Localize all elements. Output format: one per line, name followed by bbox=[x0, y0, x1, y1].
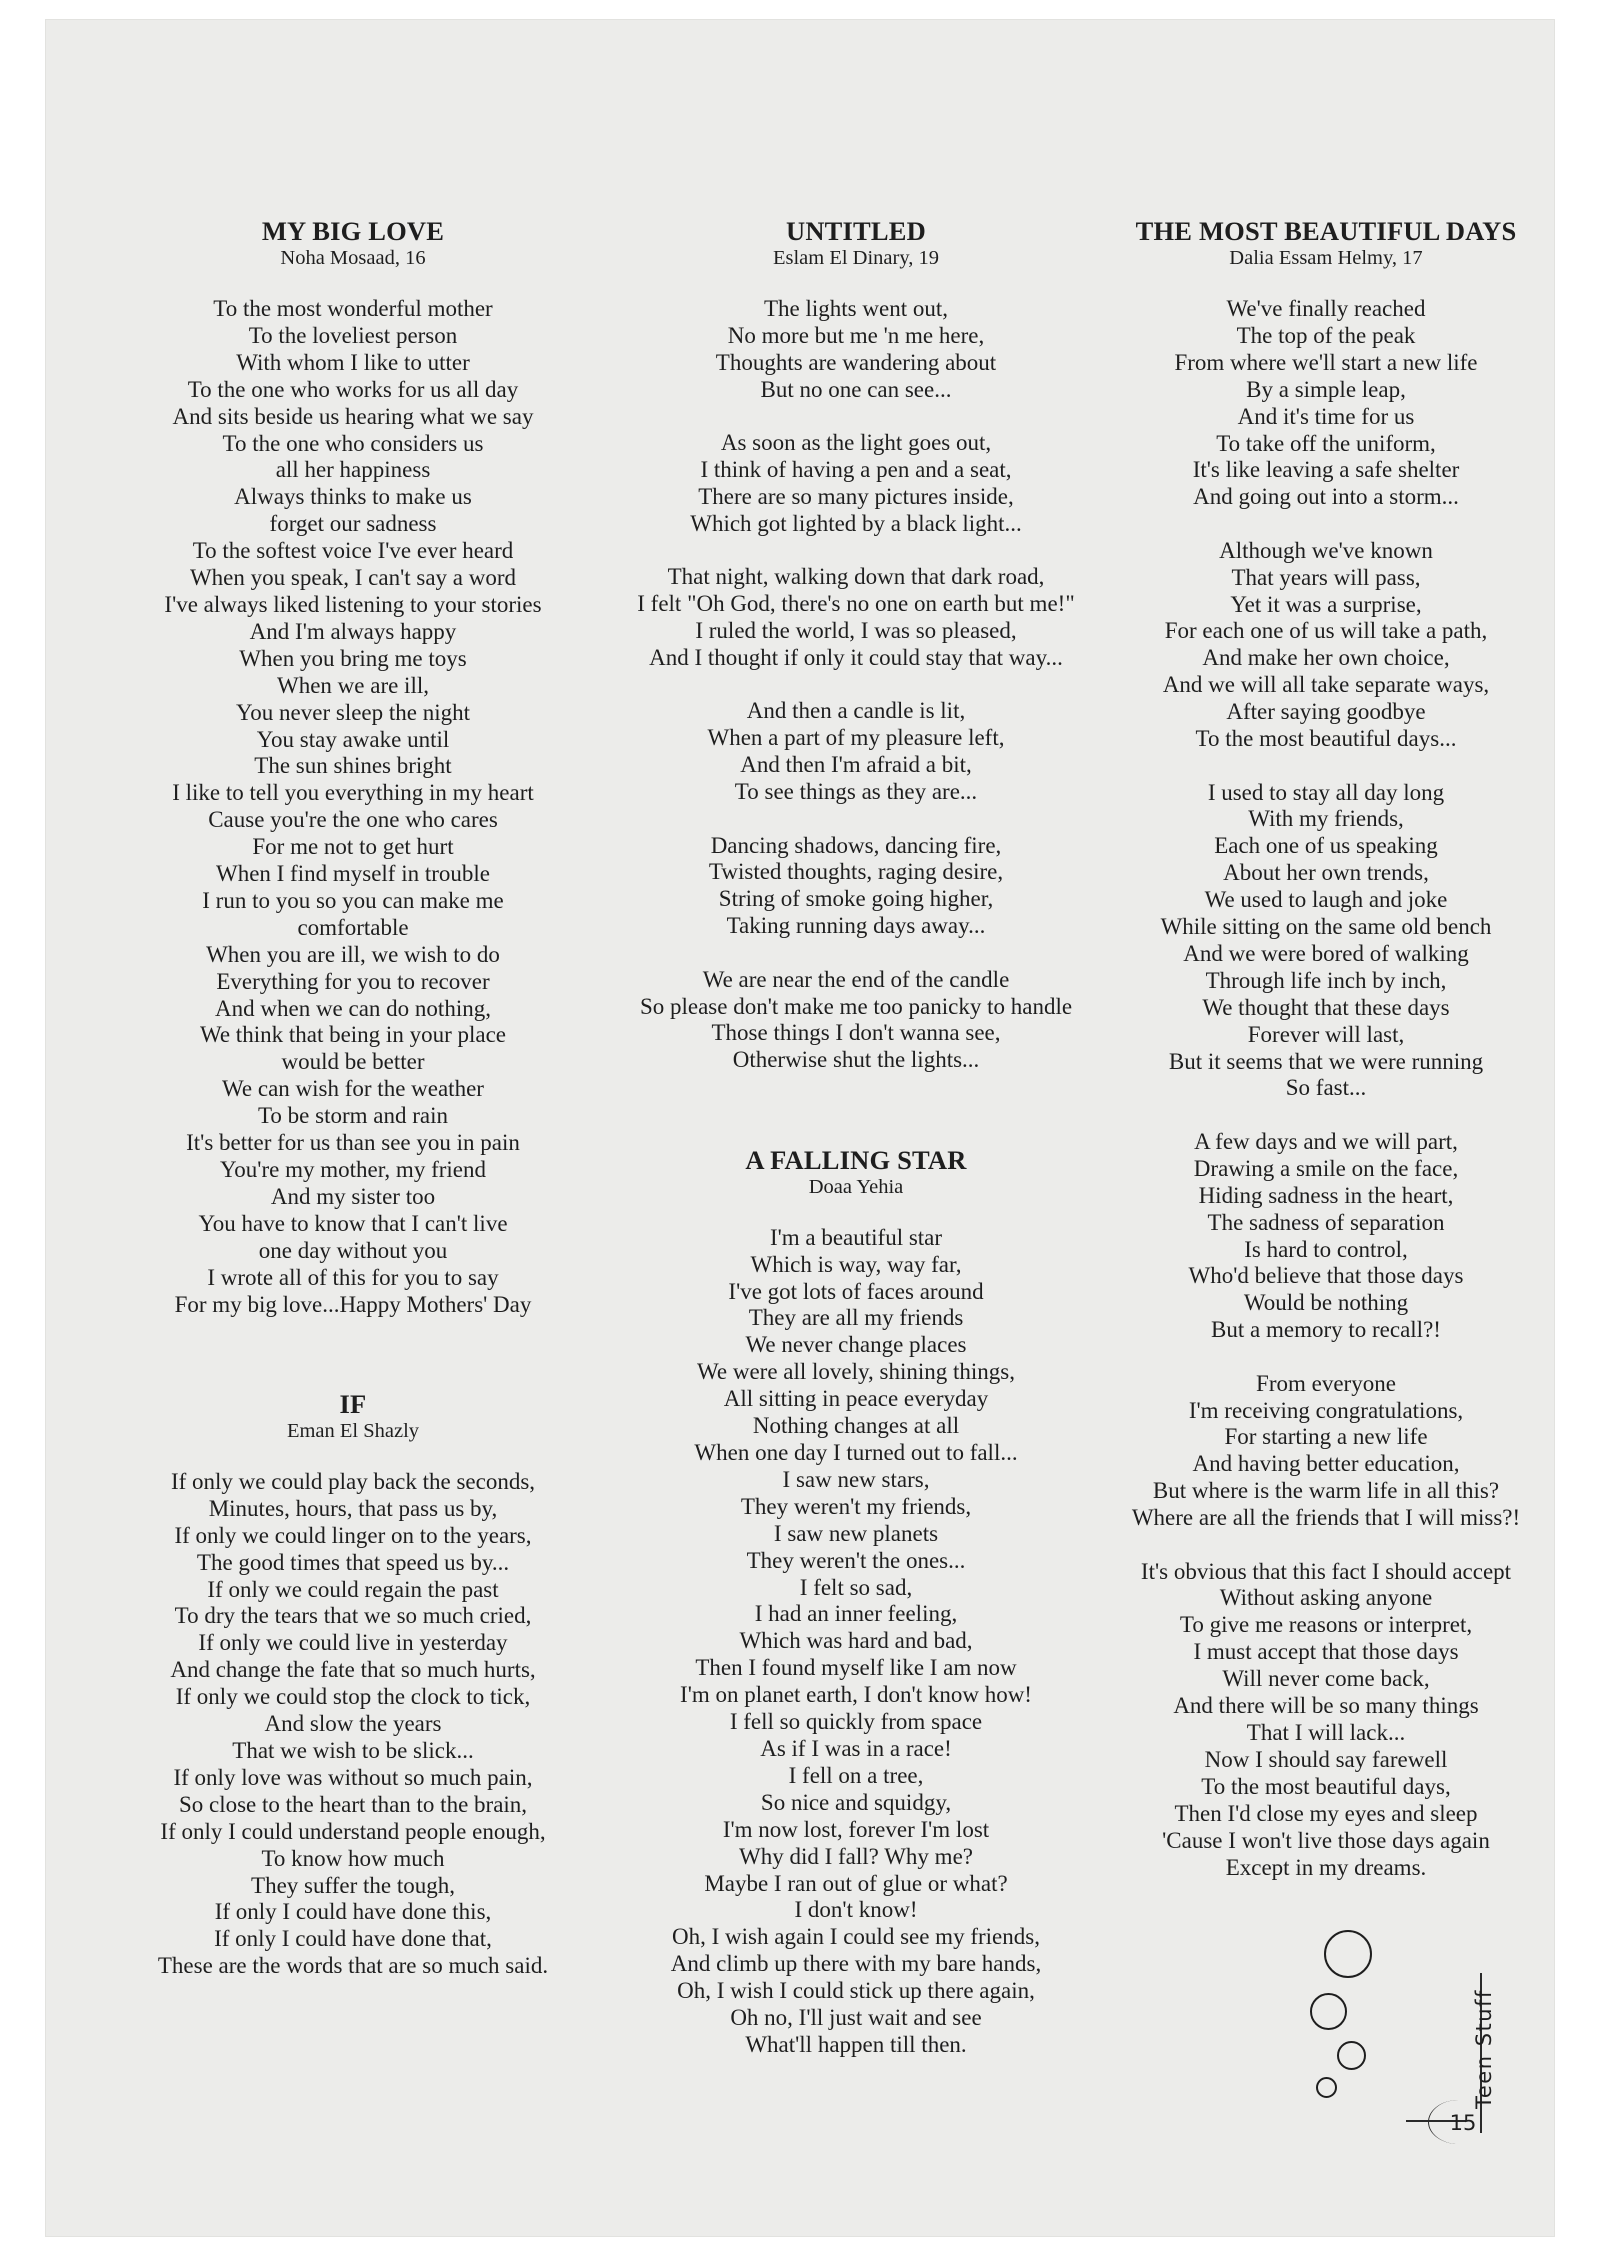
poem-line: I must accept that those days bbox=[1193, 1639, 1459, 1665]
poem-line: Cause you're the one who cares bbox=[208, 807, 498, 833]
poem-line: Which is way, way far, bbox=[750, 1251, 962, 1277]
poem-line: Oh, I wish I could stick up there again, bbox=[677, 1978, 1035, 2004]
poem-line: I saw new stars, bbox=[782, 1466, 930, 1492]
poem-line: String of smoke going higher, bbox=[718, 886, 994, 912]
poem-line: Always thinks to make us bbox=[234, 484, 472, 510]
poem-line: You never sleep the night bbox=[235, 699, 471, 725]
poem-line: We used to laugh and joke bbox=[1204, 887, 1448, 913]
poem-line: And climb up there with my bare hands, bbox=[670, 1951, 1042, 1977]
stanza bbox=[561, 833, 1151, 941]
poem-author: Dalia Essam Helmy, 17 bbox=[1229, 247, 1423, 269]
poem-body bbox=[98, 1469, 608, 1980]
poem-author: Eslam El Dinary, 19 bbox=[772, 247, 940, 269]
poem-line: Who'd believe that those days bbox=[1188, 1263, 1464, 1289]
poem-line: But no one can see... bbox=[760, 376, 952, 402]
poem-line: To give me reasons or interpret, bbox=[1179, 1612, 1473, 1638]
poem-line: I've got lots of faces around bbox=[728, 1278, 984, 1304]
poem-line: If only we could linger on to the years, bbox=[174, 1522, 532, 1548]
poem-line: If only we could live in yesterday bbox=[198, 1630, 508, 1656]
poem-line: All sitting in peace everyday bbox=[723, 1386, 989, 1412]
poem-title: UNTITLED bbox=[785, 216, 927, 246]
poem-line: Which was hard and bad, bbox=[739, 1628, 973, 1654]
poem-line: And sits beside us hearing what we say bbox=[172, 403, 534, 429]
poem-line: Is hard to control, bbox=[1244, 1236, 1408, 1262]
stanza bbox=[561, 967, 1151, 1075]
poem-line: So fast... bbox=[1285, 1075, 1367, 1101]
poem-line: As if I was in a race! bbox=[760, 1735, 952, 1761]
poem-line: What'll happen till then. bbox=[745, 2031, 967, 2057]
poem-line: And it's time for us bbox=[1237, 403, 1415, 429]
poem-line: comfortable bbox=[297, 914, 409, 940]
magazine-page bbox=[46, 20, 1554, 2236]
poem-line: From everyone bbox=[1256, 1370, 1396, 1396]
poem-line: If only I could have done that, bbox=[214, 1926, 492, 1952]
poem-line: And make her own choice, bbox=[1202, 645, 1450, 671]
middle-column bbox=[561, 216, 1151, 2085]
poem-line: I fell on a tree, bbox=[788, 1762, 924, 1788]
poem-line: Twisted thoughts, raging desire, bbox=[708, 859, 1004, 885]
stanza bbox=[1076, 1371, 1576, 1532]
stanza bbox=[1076, 780, 1576, 1103]
stanza bbox=[1076, 538, 1576, 753]
poem-line: I'm now lost, forever I'm lost bbox=[722, 1816, 990, 1842]
poem-title: A FALLING STAR bbox=[745, 1144, 967, 1175]
poem-line: And my sister too bbox=[270, 1183, 436, 1209]
poem-line: For each one of us will take a path, bbox=[1164, 618, 1488, 644]
poem-line: It's like leaving a safe shelter bbox=[1192, 457, 1460, 483]
poem-line: When you are ill, we wish to do bbox=[206, 941, 500, 967]
poem-line: If only we could stop the clock to tick, bbox=[175, 1684, 531, 1710]
poem-line: To the softest voice I've ever heard bbox=[192, 538, 514, 564]
poem-line: When I find myself in trouble bbox=[215, 861, 490, 887]
poem-line: When one day I turned out to fall... bbox=[694, 1440, 1018, 1465]
bubble-large bbox=[1324, 1930, 1372, 1978]
poem-line: A few days and we will part, bbox=[1194, 1128, 1458, 1154]
poem-line: forget our sadness bbox=[269, 511, 437, 537]
poem-line: Then I found myself like I am now bbox=[695, 1655, 1017, 1681]
poem-line: If only love was without so much pain, bbox=[173, 1764, 533, 1790]
poem-line: That I will lack... bbox=[1246, 1720, 1406, 1745]
poem-line: I ruled the world, I was so pleased, bbox=[695, 618, 1017, 644]
poem-line: Will never come back, bbox=[1222, 1666, 1430, 1692]
poem-line: Nothing changes at all bbox=[752, 1413, 960, 1439]
poem-line: Then I'd close my eyes and sleep bbox=[1174, 1800, 1478, 1826]
stanza bbox=[1076, 1129, 1576, 1344]
poem-title: THE MOST BEAUTIFUL DAYS bbox=[1135, 216, 1517, 246]
page-number: 15 bbox=[1449, 2111, 1477, 2135]
poem-body bbox=[98, 296, 608, 1318]
poem-line: And when we can do nothing, bbox=[215, 995, 491, 1021]
stanza bbox=[1076, 296, 1576, 511]
poem-line: And then a candle is lit, bbox=[746, 698, 966, 724]
poem-line: It's better for us than see you in pain bbox=[186, 1130, 520, 1156]
stanza bbox=[561, 296, 1151, 404]
poem-line: If only we could play back the seconds, bbox=[170, 1468, 536, 1494]
poem-line: And change the fate that so much hurts, bbox=[170, 1657, 536, 1683]
poem-line: Each one of us speaking bbox=[1214, 833, 1438, 859]
poem-line: So please don't make me too panicky to handle bbox=[639, 993, 1073, 1019]
poem-line: That we wish to be slick... bbox=[232, 1738, 474, 1763]
poem-line: would be better bbox=[281, 1049, 425, 1075]
poem-line: These are the words that are so much said. bbox=[157, 1953, 549, 1979]
poem-line: But a memory to recall?! bbox=[1211, 1317, 1441, 1343]
poem-line: Forever will last, bbox=[1247, 1021, 1405, 1047]
poem-line: Except in my dreams. bbox=[1225, 1854, 1427, 1880]
poem-line: Why did I fall? Why me? bbox=[739, 1843, 973, 1869]
stanza bbox=[1076, 1559, 1576, 1882]
poem-line: But it seems that we were running bbox=[1168, 1048, 1484, 1074]
poem-line: I saw new planets bbox=[773, 1520, 939, 1546]
poem-line: I'm receiving congratulations, bbox=[1188, 1397, 1464, 1423]
poem-line: And we will all take separate ways, bbox=[1162, 672, 1490, 698]
poem-line: Everything for you to recover bbox=[216, 968, 490, 994]
poem-line: The sadness of separation bbox=[1207, 1209, 1445, 1235]
poem-line: Minutes, hours, that pass us by, bbox=[208, 1495, 498, 1521]
poem-line: I've always liked listening to your stories bbox=[164, 591, 542, 617]
poem-line: Thoughts are wandering about bbox=[715, 349, 997, 375]
poem-line: If only we could regain the past bbox=[207, 1576, 499, 1602]
poem-line: You stay awake until bbox=[256, 726, 450, 752]
poem-line: To be storm and rain bbox=[257, 1103, 448, 1129]
poem-line: We can wish for the weather bbox=[222, 1076, 484, 1102]
poem-line: They weren't my friends, bbox=[740, 1493, 972, 1519]
poem-line: For starting a new life bbox=[1224, 1424, 1428, 1450]
bubble-medium bbox=[1310, 1993, 1347, 2030]
poem-line: I used to stay all day long bbox=[1207, 779, 1445, 805]
poem-line: When we are ill, bbox=[277, 672, 429, 698]
poem-line: We are near the end of the candle bbox=[702, 966, 1010, 992]
poem-line: When you speak, I can't say a word bbox=[189, 565, 517, 591]
poem-line: And there will be so many things bbox=[1173, 1693, 1479, 1719]
poem-line: I fell so quickly from space bbox=[729, 1709, 983, 1735]
poem-line: To see things as they are... bbox=[734, 779, 978, 805]
poem-line: Would be nothing bbox=[1243, 1290, 1409, 1316]
poem-line: I wrote all of this for you to say bbox=[207, 1264, 499, 1290]
poem-line: And we were bored of walking bbox=[1183, 940, 1469, 966]
poem-line: I'm on planet earth, I don't know how! bbox=[680, 1682, 1032, 1708]
poem-line: From where we'll start a new life bbox=[1174, 349, 1478, 375]
poem-line: For me not to get hurt bbox=[252, 834, 454, 860]
poem-line: We've finally reached bbox=[1226, 296, 1426, 321]
poem-line: When a part of my pleasure left, bbox=[707, 725, 1005, 751]
section-name: Teen Stuff bbox=[1472, 1989, 1496, 2109]
poem-line: To the one who works for us all day bbox=[187, 376, 519, 402]
poem-author: Noha Mosaad, 16 bbox=[280, 247, 426, 269]
poem-line: But where is the warm life in all this? bbox=[1152, 1478, 1500, 1504]
poem-line: Dancing shadows, dancing fire, bbox=[710, 832, 1002, 858]
poem-line: The top of the peak bbox=[1236, 322, 1416, 348]
poem-line: With whom I like to utter bbox=[236, 349, 470, 375]
stanza bbox=[561, 564, 1151, 672]
poem-line: Yet it was a surprise, bbox=[1230, 591, 1422, 617]
bubble-small bbox=[1337, 2041, 1366, 2070]
poem-body bbox=[561, 1225, 1151, 2059]
poem-line: I don't know! bbox=[794, 1897, 918, 1923]
poem-the-most-beautiful-days bbox=[1076, 216, 1576, 1881]
poem-line: By a simple leap, bbox=[1246, 376, 1406, 402]
poem-line: 'Cause I won't live those days again bbox=[1162, 1827, 1490, 1853]
poem-line: To know how much bbox=[261, 1845, 445, 1871]
poem-line: It's obvious that this fact I should accept bbox=[1140, 1558, 1512, 1584]
poem-line: You're my mother, my friend bbox=[220, 1157, 486, 1182]
poem-line: There are so many pictures inside, bbox=[698, 483, 1014, 509]
poem-line: To the most beautiful days, bbox=[1201, 1773, 1451, 1799]
poem-line: And slow the years bbox=[264, 1711, 442, 1737]
poem-line: Which got lighted by a black light... bbox=[690, 510, 1022, 536]
poem-line: Maybe I ran out of glue or what? bbox=[704, 1870, 1008, 1896]
poem-if bbox=[98, 1389, 608, 1980]
poem-line: I felt "Oh God, there's no one on earth but me!" bbox=[637, 591, 1075, 617]
poem-line: Without asking anyone bbox=[1219, 1585, 1433, 1611]
poem-line: To the most wonderful mother bbox=[213, 296, 493, 321]
poem-line: Oh no, I'll just wait and see bbox=[730, 2005, 982, 2031]
poem-line: Drawing a smile on the face, bbox=[1193, 1155, 1459, 1181]
poem-line: Oh, I wish again I could see my friends, bbox=[672, 1924, 1040, 1950]
bubbles-decoration bbox=[1296, 1930, 1406, 2110]
poem-line: And going out into a storm... bbox=[1193, 484, 1459, 510]
poem-a-falling-star bbox=[561, 1145, 1151, 2059]
poem-line: They are all my friends bbox=[748, 1305, 964, 1331]
right-column bbox=[1076, 216, 1576, 1908]
poem-line: I had an inner feeling, bbox=[754, 1601, 958, 1627]
poem-line: To dry the tears that we so much cried, bbox=[174, 1603, 532, 1629]
poem-line: Otherwise shut the lights... bbox=[732, 1047, 980, 1073]
poem-line: Hiding sadness in the heart, bbox=[1198, 1182, 1454, 1208]
poem-line: To the loveliest person bbox=[248, 322, 458, 348]
poem-line: Those things I don't wanna see, bbox=[711, 1020, 1001, 1046]
poem-author: Doaa Yehia bbox=[808, 1175, 904, 1198]
poem-line: And I thought if only it could stay that way... bbox=[649, 644, 1063, 670]
poem-line: No more but me 'n me here, bbox=[727, 322, 985, 348]
poem-line: So close to the heart than to the brain, bbox=[178, 1791, 528, 1817]
poem-line: Where are all the friends that I will miss?! bbox=[1131, 1505, 1521, 1531]
poem-line: The sun shines bright bbox=[254, 753, 452, 779]
poem-body bbox=[1076, 296, 1576, 1881]
poem-line: They weren't the ones... bbox=[746, 1547, 966, 1573]
poem-line: That night, walking down that dark road, bbox=[667, 564, 1045, 590]
poem-line: Taking running days away... bbox=[726, 913, 986, 939]
poem-line: While sitting on the same old bench bbox=[1160, 914, 1492, 940]
poem-line: As soon as the light goes out, bbox=[720, 430, 992, 456]
poem-line: That years will pass, bbox=[1231, 564, 1421, 590]
poem-line: To the most beautiful days... bbox=[1195, 726, 1457, 752]
poem-line: We thought that these days bbox=[1202, 994, 1450, 1020]
poem-line: To the one who considers us bbox=[222, 430, 484, 456]
poem-line: I felt so sad, bbox=[799, 1574, 913, 1600]
poem-line: The good times that speed us by... bbox=[196, 1549, 510, 1575]
poem-line: Now I should say farewell bbox=[1204, 1746, 1448, 1772]
poem-line: They suffer the tough, bbox=[251, 1872, 455, 1898]
poem-title: IF bbox=[339, 1388, 367, 1419]
poem-body bbox=[561, 296, 1151, 1074]
poem-line: So nice and squidgy, bbox=[760, 1789, 952, 1815]
poem-line: We think that being in your place bbox=[199, 1022, 506, 1048]
poem-line: And I'm always happy bbox=[249, 618, 457, 644]
poem-line: I think of having a pen and a seat, bbox=[700, 457, 1012, 483]
poem-line: Through life inch by inch, bbox=[1205, 967, 1447, 993]
poem-line: You have to know that I can't live bbox=[198, 1210, 508, 1236]
poem-line: one day without you bbox=[258, 1237, 448, 1263]
poem-line: We never change places bbox=[745, 1332, 967, 1358]
poem-line: I run to you so you can make me bbox=[202, 887, 504, 913]
bubble-tiny bbox=[1316, 2077, 1337, 2098]
poem-line: And then I'm afraid a bit, bbox=[740, 752, 972, 778]
poem-line: And having better education, bbox=[1192, 1451, 1460, 1477]
poem-title: MY BIG LOVE bbox=[261, 216, 445, 246]
poem-line: Although we've known bbox=[1219, 537, 1433, 563]
poem-line: If only I could understand people enough, bbox=[160, 1818, 546, 1844]
poem-untitled bbox=[561, 216, 1151, 1074]
poem-line: After saying goodbye bbox=[1226, 699, 1426, 725]
poem-line: I like to tell you everything in my heart bbox=[172, 780, 534, 806]
poem-line: all her happiness bbox=[275, 457, 431, 483]
stanza bbox=[561, 430, 1151, 538]
poem-author: Eman El Shazly bbox=[286, 1419, 420, 1442]
poem-my-big-love bbox=[98, 216, 608, 1318]
poem-line: The lights went out, bbox=[764, 296, 948, 321]
poem-line: If only I could have done this, bbox=[214, 1899, 492, 1925]
poem-line: For my big love...Happy Mothers' Day bbox=[174, 1291, 532, 1317]
poem-line: We were all lovely, shining things, bbox=[697, 1359, 1015, 1385]
poem-line: With my friends, bbox=[1248, 806, 1404, 832]
poem-line: To take off the uniform, bbox=[1216, 430, 1436, 456]
left-column bbox=[98, 216, 608, 2007]
poem-line: When you bring me toys bbox=[239, 645, 467, 671]
poem-line: I'm a beautiful star bbox=[769, 1224, 943, 1250]
stanza bbox=[561, 698, 1151, 806]
poem-line: About her own trends, bbox=[1223, 860, 1429, 886]
